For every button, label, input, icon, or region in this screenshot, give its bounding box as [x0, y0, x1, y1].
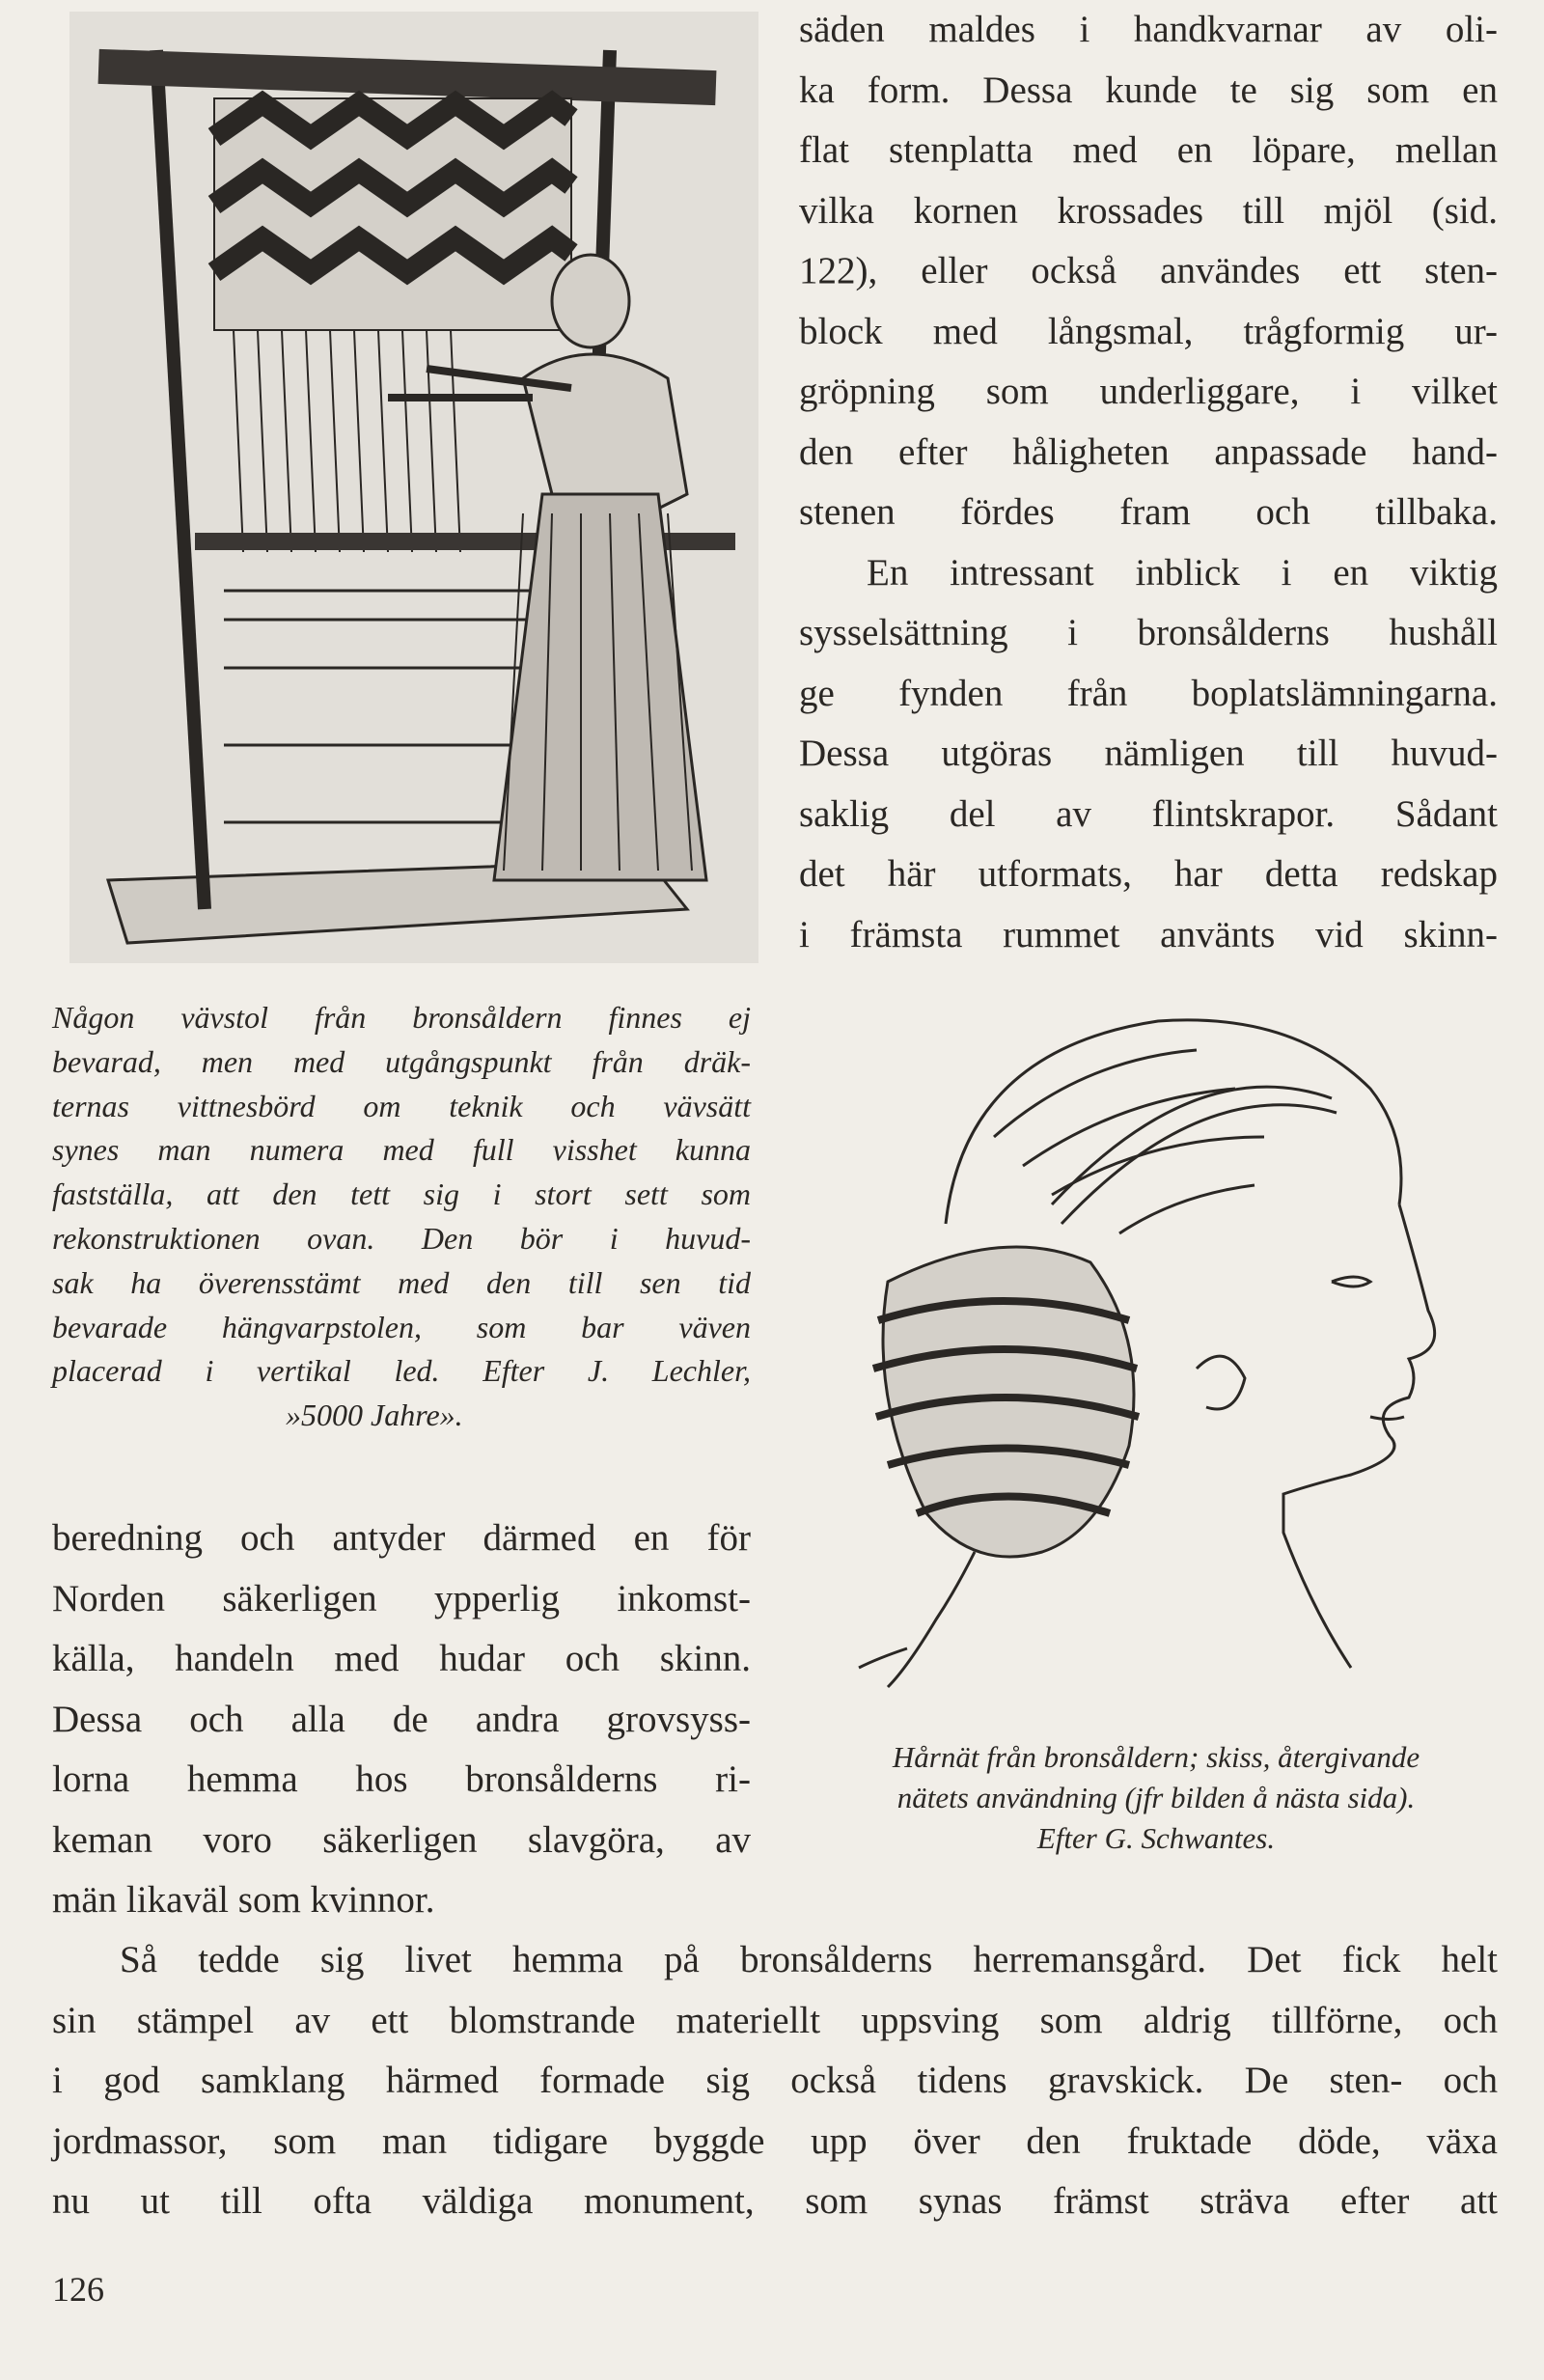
hairnet-illustration [830, 992, 1525, 1706]
caption-line: bevarade hängvarpstolen, som bar väven [52, 1309, 751, 1344]
paragraph-handkvarnar [799, 0, 1498, 543]
caption-line: »5000 Jahre». [286, 1398, 463, 1433]
text-line: stenen fördes fram och tillbaka. [799, 491, 1498, 533]
caption-line: Efter G. Schwantes. [1036, 1821, 1276, 1855]
text-line: Dessa och alla de andra grovsyss- [52, 1698, 751, 1740]
text-line: i främsta rummet använts vid skinn- [799, 913, 1498, 955]
text-line: källa, handeln med hudar och skinn. [52, 1638, 751, 1679]
text-line: i god samklang härmed formade sig också tidens gravskick. De sten- och [52, 2060, 1498, 2101]
text-line: nu ut till ofta väldiga monument, som synas främst sträva efter att [52, 2180, 1498, 2222]
text-line: sin stämpel av ett blomstrande materiellt uppsving som aldrig tillförne, och [52, 1999, 1498, 2041]
caption-line: Hårnät från bronsåldern; skiss, återgivande [892, 1740, 1420, 1774]
text-line: män likaväl som kvinnor. [52, 1879, 435, 1921]
caption-line: fastställa, att den tett sig i stort sett som [52, 1176, 751, 1212]
caption-line: nätets användning (jfr bilden å nästa sida). [896, 1781, 1416, 1814]
text-line: vilka kornen krossades till mjöl (sid. [799, 189, 1498, 232]
caption-line: rekonstruktionen ovan. Den bör i huvud- [52, 1220, 751, 1256]
text-line: säden maldes i handkvarnar av oli- [799, 9, 1498, 50]
text-line: Norden säkerligen ypperlig inkomst- [52, 1577, 751, 1619]
text-line: saklig del av flintskrapor. Sådant [799, 792, 1498, 835]
text-line: jordmassor, som man tidigare byggde upp över den fruktade döde, växa [52, 2119, 1498, 2162]
full-width-paragraph [52, 1930, 1498, 2232]
text-line: ka form. Dessa kunde te sig som en [799, 69, 1498, 111]
caption-line: synes man numera med full visshet kunna [52, 1132, 751, 1168]
loom-illustration [69, 12, 758, 963]
hairnet-drawing [830, 992, 1525, 1706]
text-line: En intressant inblick i en viktig [867, 551, 1498, 594]
text-line: Dessa utgöras nämligen till huvud- [799, 733, 1498, 774]
text-line: beredning och antyder därmed en för [52, 1517, 751, 1559]
loom-caption [52, 996, 751, 1438]
text-line: ge fynden från boplatslämningarna. [799, 672, 1498, 714]
caption-line: placerad i vertikal led. Efter J. Lechler, [52, 1353, 751, 1389]
text-line: det här utformats, har detta redskap [799, 853, 1498, 895]
text-line: block med långsmal, trågformig ur- [799, 310, 1498, 352]
text-line: flat stenplatta med en löpare, mellan [799, 129, 1498, 171]
text-line: Så tedde sig livet hemma på bronsålderns herremansgård. Det fick helt [120, 1939, 1498, 1980]
text-line: den efter håligheten anpassade hand- [799, 430, 1498, 473]
right-column-text [799, 0, 1498, 965]
left-column-text [52, 1508, 751, 1931]
text-line: 122), eller också användes ett sten- [799, 250, 1498, 291]
caption-line: bevarad, men med utgångspunkt från dräk- [52, 1043, 751, 1079]
caption-line: Någon vävstol från bronsåldern finnes ej [52, 1000, 751, 1035]
text-line: gröpning som underliggare, i vilket [799, 371, 1498, 412]
caption-line: sak ha överensstämt med den till sen tid [52, 1264, 751, 1300]
page-number: 126 [52, 2270, 104, 2309]
text-line: keman voro säkerligen slavgöra, av [52, 1818, 751, 1861]
text-line: lorna hemma hos bronsålderns ri- [52, 1758, 751, 1800]
text-line: sysselsättning i bronsålderns hushåll [799, 612, 1498, 653]
hairnet-caption [789, 1737, 1523, 1859]
paragraph-flintskrapor [799, 543, 1498, 966]
caption-line: ternas vittnesbörd om teknik och vävsätt [52, 1088, 751, 1123]
loom-drawing [69, 12, 758, 963]
